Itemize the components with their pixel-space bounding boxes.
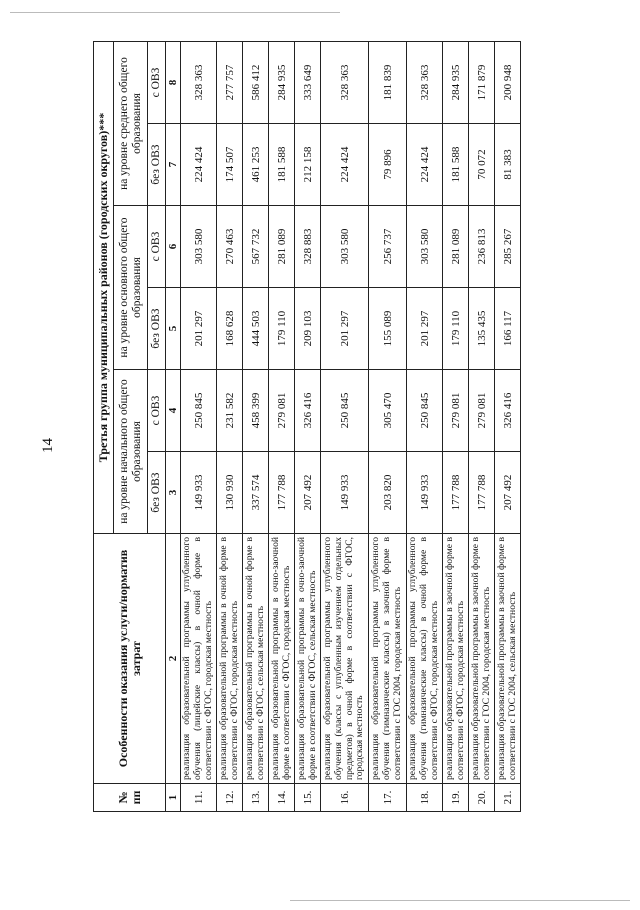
value-cell: 181 588	[443, 124, 469, 206]
row-number: 18.	[407, 784, 443, 812]
value-cell: 458 399	[243, 370, 269, 452]
value-cell: 70 072	[469, 124, 495, 206]
page-number: 14	[40, 438, 56, 453]
value-cell: 256 737	[369, 206, 407, 288]
value-cell: 179 110	[269, 288, 295, 370]
table-row	[495, 42, 521, 812]
row-number: 17.	[369, 784, 407, 812]
table-row	[321, 42, 369, 812]
value-cell: 444 503	[243, 288, 269, 370]
column-index: 5	[166, 288, 181, 370]
row-description: реализация образовательной программы углубленного обучения (лицейские классы) в очной форме в соответствии с ФГОС, городская местность	[181, 534, 217, 784]
column-index: 3	[166, 452, 181, 534]
table-row	[181, 42, 217, 812]
row-number: 14.	[269, 784, 295, 812]
value-cell: 250 845	[407, 370, 443, 452]
value-cell: 279 081	[269, 370, 295, 452]
row-description: реализация образовательной программы углубленного обучения (гимназические классы) в заочной форме в соответствии с ГОС 2004, городская местность	[369, 534, 407, 784]
row-number: 19.	[443, 784, 469, 812]
value-cell: 250 845	[181, 370, 217, 452]
header-sub: без ОВЗ	[148, 288, 166, 370]
value-cell: 171 879	[469, 42, 495, 124]
value-cell: 277 757	[217, 42, 243, 124]
row-number: 21.	[495, 784, 521, 812]
value-cell: 200 948	[495, 42, 521, 124]
value-cell: 270 463	[217, 206, 243, 288]
value-cell: 326 416	[295, 370, 321, 452]
value-cell: 285 267	[495, 206, 521, 288]
value-cell: 328 363	[181, 42, 217, 124]
value-cell: 130 930	[217, 452, 243, 534]
value-cell: 284 935	[269, 42, 295, 124]
header-sub: без ОВЗ	[148, 452, 166, 534]
column-index: 2	[166, 534, 181, 784]
row-number: 11.	[181, 784, 217, 812]
value-cell: 79 896	[369, 124, 407, 206]
header-level-basic: на уровне основного общего образования	[114, 206, 148, 370]
value-cell: 149 933	[181, 452, 217, 534]
value-cell: 250 845	[321, 370, 369, 452]
row-number: 12.	[217, 784, 243, 812]
value-cell: 303 580	[321, 206, 369, 288]
row-number: 20.	[469, 784, 495, 812]
column-index: 8	[166, 42, 181, 124]
value-cell: 212 158	[295, 124, 321, 206]
value-cell: 149 933	[407, 452, 443, 534]
value-cell: 586 412	[243, 42, 269, 124]
cost-norms-table	[93, 41, 521, 812]
value-cell: 174 507	[217, 124, 243, 206]
value-cell: 281 089	[269, 206, 295, 288]
value-cell: 207 492	[295, 452, 321, 534]
column-index: 4	[166, 370, 181, 452]
table-row	[217, 42, 243, 812]
column-index: 1	[166, 784, 181, 812]
header-sub: с ОВЗ	[148, 370, 166, 452]
value-cell: 209 103	[295, 288, 321, 370]
value-cell: 179 110	[443, 288, 469, 370]
value-cell: 168 628	[217, 288, 243, 370]
value-cell: 236 813	[469, 206, 495, 288]
value-cell: 181 588	[269, 124, 295, 206]
row-description: реализация образовательной программы в заочной форме в соответствии с ГОС 2004, сельская местность	[495, 534, 521, 784]
table-row	[243, 42, 269, 812]
value-cell: 181 839	[369, 42, 407, 124]
header-sub: без ОВЗ	[148, 124, 166, 206]
row-description: реализация образовательной программы углубленного обучения (классы с углубленным изучением отдельных предметов) в очной форме в соответствии с ФГОС, городская местность	[321, 534, 369, 784]
value-cell: 201 297	[321, 288, 369, 370]
table-row	[269, 42, 295, 812]
scan-edge-top	[10, 12, 340, 13]
value-cell: 303 580	[407, 206, 443, 288]
value-cell: 177 788	[269, 452, 295, 534]
value-cell: 224 424	[407, 124, 443, 206]
table-row	[295, 42, 321, 812]
header-group: Третья группа муниципальных районов (городских округов)***	[94, 42, 114, 534]
value-cell: 567 732	[243, 206, 269, 288]
value-cell: 201 297	[181, 288, 217, 370]
row-description: реализация образовательной программы в очно-заочной форме в соответствии с ФГОС, сельская местность	[295, 534, 321, 784]
row-description: реализация образовательной программы в очной форме в соответствии с ФГОС, городская местность	[217, 534, 243, 784]
value-cell: 224 424	[321, 124, 369, 206]
header-sub: с ОВЗ	[148, 206, 166, 288]
value-cell: 203 820	[369, 452, 407, 534]
header-level-primary: на уровне начального общего образования	[114, 370, 148, 534]
table-row	[469, 42, 495, 812]
header-feature: Особенности оказания услуги/норматив затрат	[94, 534, 166, 784]
value-cell: 328 883	[295, 206, 321, 288]
rotated-table-container	[93, 42, 543, 812]
value-cell: 328 363	[407, 42, 443, 124]
value-cell: 461 253	[243, 124, 269, 206]
row-description: реализация образовательной программы в очной форме в соответствии с ФГОС, сельская местность	[243, 534, 269, 784]
value-cell: 155 089	[369, 288, 407, 370]
row-description: реализация образовательной программы углубленного обучения (гимназические классы) в очной форме в соответствии с ФГОС, городская местность	[407, 534, 443, 784]
value-cell: 81 383	[495, 124, 521, 206]
header-level-secondary: на уровне среднего общего образования	[114, 42, 148, 206]
row-number: 16.	[321, 784, 369, 812]
scan-edge-bottom	[290, 900, 630, 901]
row-description: реализация образовательной программы в заочной форме в соответствии с ФГОС, городская местность	[443, 534, 469, 784]
row-number: 13.	[243, 784, 269, 812]
value-cell: 284 935	[443, 42, 469, 124]
header-number: № пп	[94, 784, 166, 812]
value-cell: 279 081	[443, 370, 469, 452]
value-cell: 305 470	[369, 370, 407, 452]
row-description: реализация образовательной программы в заочной форме в соответствии с ГОС 2004, городская местность	[469, 534, 495, 784]
row-number: 15.	[295, 784, 321, 812]
value-cell: 333 649	[295, 42, 321, 124]
column-index: 6	[166, 206, 181, 288]
table-row	[407, 42, 443, 812]
value-cell: 337 574	[243, 452, 269, 534]
value-cell: 279 081	[469, 370, 495, 452]
value-cell: 281 089	[443, 206, 469, 288]
value-cell: 201 297	[407, 288, 443, 370]
value-cell: 328 363	[321, 42, 369, 124]
value-cell: 177 788	[469, 452, 495, 534]
value-cell: 207 492	[495, 452, 521, 534]
table-row	[369, 42, 407, 812]
value-cell: 231 582	[217, 370, 243, 452]
table-row	[443, 42, 469, 812]
value-cell: 149 933	[321, 452, 369, 534]
header-sub: с ОВЗ	[148, 42, 166, 124]
row-description: реализация образовательной программы в очно-заочной форме в соответствии с ФГОС, городская местность	[269, 534, 295, 784]
column-index: 7	[166, 124, 181, 206]
value-cell: 135 435	[469, 288, 495, 370]
value-cell: 224 424	[181, 124, 217, 206]
value-cell: 303 580	[181, 206, 217, 288]
value-cell: 177 788	[443, 452, 469, 534]
value-cell: 326 416	[495, 370, 521, 452]
value-cell: 166 117	[495, 288, 521, 370]
